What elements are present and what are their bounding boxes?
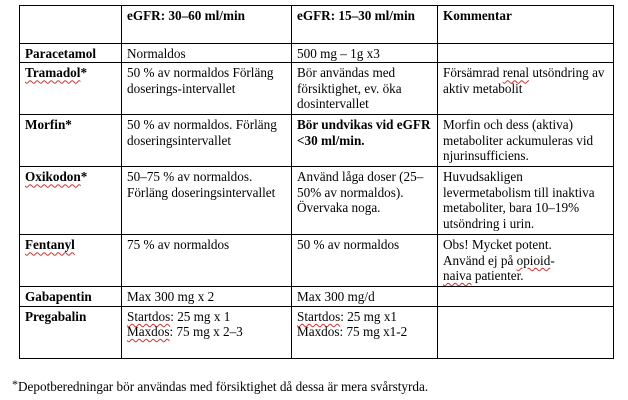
drug-suffix: * — [80, 65, 88, 81]
header-comment: Kommentar — [438, 6, 614, 44]
comment — [438, 44, 614, 63]
comment-rest: utsöndring av aktiv metabolit — [443, 65, 605, 96]
footnote-text: Depotberedningar bör användas med försiktighet då dessa är mera svårstyrda. — [18, 379, 429, 394]
table-row-pregabalin — [20, 306, 614, 358]
comment — [438, 235, 614, 287]
comment: Morfin och dess (aktiva) metaboliter ackumuleras vid njurinsufficiens. — [438, 115, 614, 167]
dose-egfr-30-60: Normaldos — [122, 44, 292, 63]
drug-name: Gabapentin — [20, 287, 122, 306]
table-row-oxikodon — [20, 167, 614, 235]
drug-suffix: * — [80, 169, 88, 185]
dose-egfr-15-30: Använd låga doser (25–50% av normaldos). Övervaka noga. — [292, 167, 438, 235]
table-row-tramadol — [20, 63, 614, 115]
comment-flagged-word: renal — [502, 65, 530, 81]
dose-egfr-30-60 — [122, 306, 292, 358]
table-row-paracetamol — [20, 44, 614, 63]
drug-name — [20, 167, 122, 235]
dose-egfr-30-60: 50 % av normaldos Förläng doserings-intervallet — [122, 63, 292, 115]
comment — [438, 287, 614, 306]
dose-egfr-15-30: Max 300 mg/d — [292, 287, 438, 306]
dose-egfr-15-30: 50 % av normaldos — [292, 235, 438, 287]
header-row — [20, 6, 614, 44]
dose-flagged-word: Startdos — [297, 308, 341, 324]
drug-name: Paracetamol — [20, 44, 122, 63]
drug-name: Morfin* — [20, 115, 122, 167]
dose-line-1 — [297, 309, 431, 324]
dose-egfr-15-30: 500 mg – 1g x3 — [292, 44, 438, 63]
dose-egfr-30-60: 50–75 % av normaldos. Förläng doseringsintervallet — [122, 167, 292, 235]
dose-egfr-15-30: Bör användas med försiktighet, ev. öka dosintervallet — [292, 63, 438, 115]
drug-word: Oxikodon — [25, 169, 81, 185]
comment-prefix: Försämrad — [443, 65, 503, 81]
drug-name — [20, 63, 122, 115]
dose-line-2-rest: : 75 mg x 2–3 — [169, 324, 243, 340]
dosage-table — [19, 5, 614, 359]
header-egfr-15-30: eGFR: 15–30 ml/min — [292, 6, 438, 44]
dose-line-1-rest: : 25 mg x 1 — [170, 308, 231, 324]
dose-egfr-15-30 — [292, 306, 438, 358]
footnote — [12, 376, 428, 395]
comment: Huvudsakligen levermetabolism till inaktiva metaboliter, bara 10–19% utsöndring i urin. — [438, 167, 614, 235]
comment — [438, 306, 614, 358]
drug-name: Pregabalin — [20, 306, 122, 358]
drug-word: Fentanyl — [25, 237, 75, 253]
dose-line-1 — [127, 309, 285, 324]
comment-flagged-word: naiva — [443, 268, 472, 284]
comment-line-3-rest: patienter. — [471, 268, 524, 284]
footnote-marker: * — [12, 377, 18, 391]
dose-flagged-word: Maxdos — [127, 324, 170, 340]
comment-line-2-suffix: - — [550, 252, 555, 268]
drug-word: Tramadol — [25, 65, 81, 81]
table-row-morfin — [20, 115, 614, 167]
table-row-gabapentin — [20, 287, 614, 306]
comment-line-2 — [443, 253, 607, 268]
dose-egfr-15-30: Bör undvikas vid eGFR <30 ml/min. — [292, 115, 438, 167]
header-drug — [20, 6, 122, 44]
dose-line-2: Maxdos: 75 mg x1-2 — [297, 324, 408, 340]
header-egfr-30-60: eGFR: 30–60 ml/min — [122, 6, 292, 44]
dose-line-1-rest: : 25 mg x1 — [340, 308, 398, 324]
comment-flagged-word: opioid — [516, 252, 551, 268]
comment-line-1: Obs! Mycket potent. — [443, 237, 552, 253]
dose-egfr-30-60: 75 % av normaldos — [122, 235, 292, 287]
dose-egfr-30-60: 50 % av normaldos. Förläng doseringsintervallet — [122, 115, 292, 167]
table-row-fentanyl — [20, 235, 614, 287]
dose-line-2 — [127, 324, 285, 339]
comment-line-2-prefix: Använd ej på — [443, 252, 517, 268]
comment-line-3 — [443, 268, 607, 283]
dose-egfr-30-60: Max 300 mg x 2 — [122, 287, 292, 306]
dose-flagged-word: Startdos — [127, 308, 171, 324]
drug-name — [20, 235, 122, 287]
comment — [438, 63, 614, 115]
